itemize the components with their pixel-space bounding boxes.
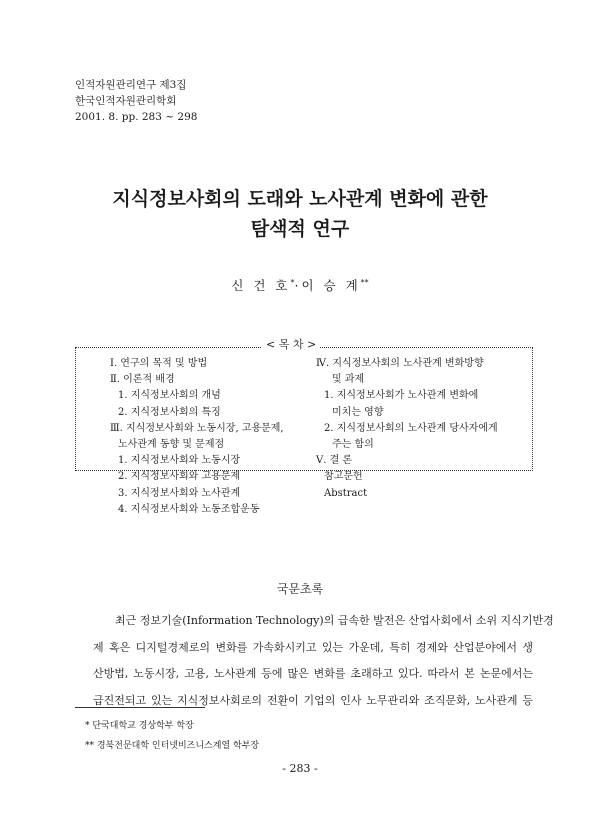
toc-item: 노사관계 동향 및 문제점 [118, 439, 225, 451]
toc-item: Ⅱ. 이론적 배경 [110, 374, 175, 386]
footnote: * 단국대학교 경상학부 학장 [85, 721, 194, 731]
author-2: 이 승 계 [301, 278, 361, 293]
journal-name: 인적자원관리연구 제3집 [75, 79, 187, 91]
toc-item: 4. 지식정보사회와 노동조합운동 [118, 503, 260, 515]
toc-item: Ⅳ. 지식정보사회의 노사관계 변화방향 [316, 358, 484, 369]
journal-info [75, 77, 197, 125]
toc-item: Abstract [324, 487, 368, 499]
toc-item: 2. 지식정보사회의 노사관계 당사자에게 [324, 422, 498, 434]
paper-title-line2: 탐색적 연구 [250, 218, 350, 240]
author-separator: · [294, 278, 302, 293]
toc-item: 미치는 영향 [332, 406, 384, 418]
journal-society: 한국인적자원관리학회 [75, 95, 177, 107]
toc-right-column [316, 356, 498, 502]
author-2-mark: ** [360, 277, 369, 287]
journal-pages: 2001. 8. pp. 283 ~ 298 [75, 111, 198, 123]
abstract-line: 제 혹은 디지털경제로의 변화를 가속화시키고 있는 가운데, 특히 경제와 산업분야에서 생 [93, 640, 533, 654]
toc-item: 2. 지식정보사회와 고용문제 [118, 471, 241, 483]
toc-item: 및 과제 [332, 374, 365, 386]
toc-item: 주는 함의 [332, 439, 374, 451]
toc-item: Ⅰ. 연구의 목적 및 방법 [110, 358, 208, 369]
toc-item: 1. 지식정보사회와 노동시장 [118, 455, 241, 467]
footnotes [85, 716, 259, 756]
page-number: - 283 - [282, 762, 318, 775]
paper-title-line1: 지식정보사회의 도래와 노사관계 변화에 관한 [112, 188, 488, 210]
toc-item: 2. 지식정보사회의 특징 [118, 406, 221, 418]
author-1: 신 건 호 [231, 278, 291, 293]
abstract-line: 산방법, 노동시장, 고용, 노사관계 등에 많은 변화를 초래하고 있다. 따라서 본 논문에서는 [93, 667, 533, 680]
toc-title: < 목 차 > [262, 336, 320, 352]
authors [0, 276, 600, 294]
toc-item: Ⅴ. 결 론 [316, 455, 353, 467]
footnote-divider [75, 707, 205, 708]
toc-left-column [110, 356, 284, 518]
abstract-heading: 국문초록 [276, 582, 324, 596]
toc-item: 1. 지식정보사회가 노사관계 변화에 [324, 390, 479, 402]
toc-item: 참고문헌 [324, 471, 363, 483]
abstract-line: 최근 정보기술(Information Technology)의 급속한 발전은 산업사회에서 소위 지식기반경 [115, 614, 554, 627]
footnote: ** 경북전문대학 인터넷비즈니스계열 학부장 [85, 741, 260, 751]
toc-item: Ⅲ. 지식정보사회와 노동시장, 고용문제, [110, 422, 284, 434]
toc-item: 3. 지식정보사회와 노사관계 [118, 487, 241, 499]
abstract-body [93, 608, 554, 714]
abstract-line: 급진전되고 있는 지식정보사회로의 전환이 기업의 인사 노무관리와 조직문화, 노사관계 등 [93, 693, 533, 707]
toc-item: 1. 지식정보사회의 개념 [118, 390, 221, 402]
author-1-mark: * [290, 277, 295, 287]
